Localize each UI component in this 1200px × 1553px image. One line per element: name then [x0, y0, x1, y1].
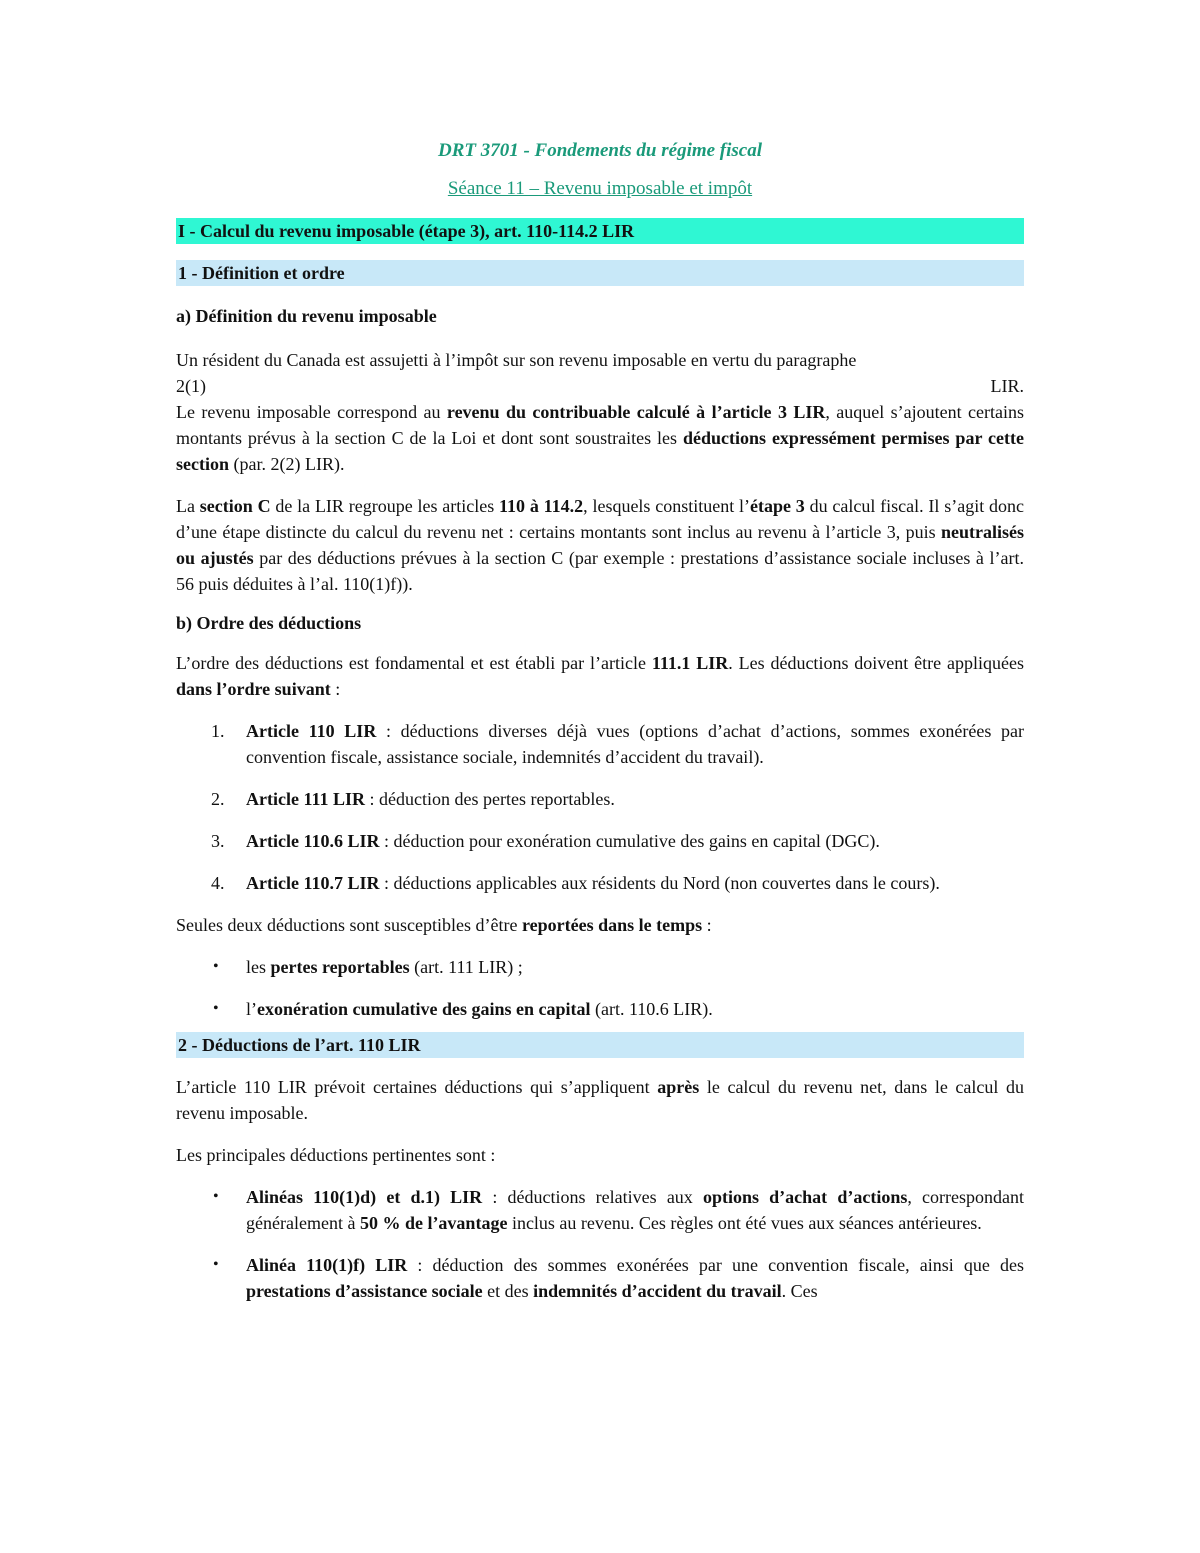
paragraph-resident: [176, 347, 1024, 477]
section-heading-2: 2 - Déductions de l’art. 110 LIR: [176, 1032, 1024, 1058]
ref-2-1: 2(1): [176, 376, 206, 396]
paragraph-section-c: La section C de la LIR regroupe les articles 110 à 114.2, lesquels constituent l’étape 3 du calcul fiscal. Il s’agit donc d’une étape distincte du calcul du revenu net : certains montants sont inclus au revenu à l’article 3, puis neutralisés ou ajustés par des déductions prévues à la section C (par exemple : prestations d’assistance sociale incluses à l’art. 56 puis déduites à l’al. 110(1)f)).: [176, 496, 1024, 594]
paragraph-resident-line1: Un résident du Canada est assujetti à l’impôt sur son revenu imposable en vertu du paragraphe: [176, 350, 857, 370]
list-item: • l’exonération cumulative des gains en capital (art. 110.6 LIR).: [176, 996, 1024, 1022]
section-heading-1: 1 - Définition et ordre: [176, 260, 1024, 286]
carry-forward-list: [176, 954, 1024, 1022]
paragraph-principal-deductions: Les principales déductions pertinentes sont :: [176, 1145, 496, 1165]
paragraph-resident-line2: [176, 373, 1024, 399]
list-item: 2. Article 111 LIR : déduction des pertes reportables.: [211, 789, 615, 809]
subheading-order: b) Ordre des déductions: [176, 613, 362, 633]
list-item: • Alinéa 110(1)f) LIR : déduction des sommes exonérées par une convention fiscale, ainsi que des prestations d’assistance sociale et des indemnités d’accident du travail. Ces: [176, 1252, 1024, 1304]
list-item: 1. Article 110 LIR : déductions diverses déjà vues (options d’achat d’actions, sommes exonérées par convention fiscale, assistance sociale, indemnités d’accident du travail).: [211, 721, 1025, 767]
list-item: 4. Article 110.7 LIR : déductions applicables aux résidents du Nord (non couvertes dans le cours).: [211, 873, 940, 893]
deduction-order-list: [176, 718, 1024, 896]
document-subtitle: Séance 11 – Revenu imposable et impôt: [447, 178, 753, 199]
document-page: [176, 128, 1024, 1304]
paragraph-carry-forward: Seules deux déductions sont susceptibles d’être reportées dans le temps :: [176, 915, 712, 935]
list-item: • Alinéas 110(1)d) et d.1) LIR : déductions relatives aux options d’achat d’actions, correspondant généralement à 50 % de l’avantage inclus au revenu. Ces règles ont été vues aux séances antérieures.: [176, 1184, 1024, 1236]
document-title: DRT 3701 - Fondements du régime fiscal: [437, 140, 763, 161]
bullet-icon: •: [213, 1256, 219, 1273]
bullet-icon: •: [213, 958, 219, 975]
ref-lir: LIR.: [990, 376, 1024, 396]
paragraph-art-110: L’article 110 LIR prévoit certaines déductions qui s’appliquent après le calcul du revenu net, dans le calcul du revenu imposable.: [176, 1077, 1024, 1123]
subheading-definition: a) Définition du revenu imposable: [176, 306, 437, 326]
section-heading-main: I - Calcul du revenu imposable (étape 3), art. 110-114.2 LIR: [176, 218, 1024, 244]
deductions-list: [176, 1184, 1024, 1304]
bullet-icon: •: [213, 1000, 219, 1017]
paragraph-order: L’ordre des déductions est fondamental et est établi par l’article 111.1 LIR. Les déductions doivent être appliquées dans l’ordre suivant :: [176, 653, 1024, 699]
bullet-icon: •: [213, 1188, 219, 1205]
list-item: • les pertes reportables (art. 111 LIR) ;: [176, 954, 1024, 980]
paragraph-revenu-imposable: Le revenu imposable correspond au revenu du contribuable calculé à l’article 3 LIR, auquel s’ajoutent certains montants prévus à la section C de la Loi et dont sont soustraites les déductions expressément permises par cette section (par. 2(2) LIR).: [176, 402, 1024, 474]
list-item: 3. Article 110.6 LIR : déduction pour exonération cumulative des gains en capital (DGC).: [211, 831, 880, 851]
